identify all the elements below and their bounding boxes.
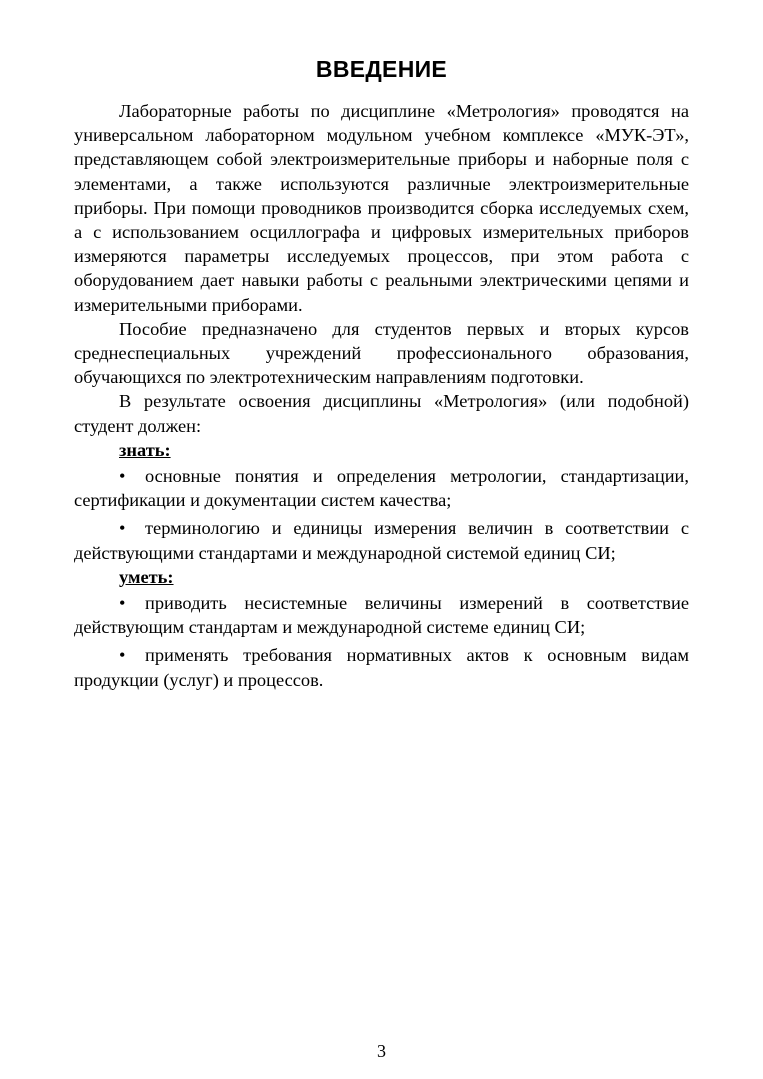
can-item-text: применять требования нормативных актов к основным видам продукции (услуг) и процессов. bbox=[74, 645, 689, 690]
can-item bbox=[74, 591, 689, 639]
can-item bbox=[74, 643, 689, 691]
know-heading: знать: bbox=[119, 439, 171, 460]
bullet-icon: • bbox=[119, 593, 126, 614]
bullet-icon: • bbox=[119, 645, 126, 666]
can-item-text: приводить несистемные величины измерений в соответствие действующим стандартам и международной системе единиц СИ; bbox=[74, 593, 689, 638]
audience-paragraph: Пособие предназначено для студентов первых и вторых курсов среднеспециальных учреждений профессионального образования, обучающихся по электротехническим направлениям подготовки. bbox=[74, 318, 689, 388]
know-item bbox=[74, 516, 689, 564]
document-body bbox=[74, 99, 689, 692]
page-title: ВВЕДЕНИЕ bbox=[315, 56, 448, 82]
page-number: 3 bbox=[377, 1041, 386, 1061]
outcome-paragraph: В результате освоения дисциплины «Метрология» (или подобной) студент должен: bbox=[74, 391, 689, 436]
intro-paragraph: Лабораторные работы по дисциплине «Метрология» проводятся на универсальном лабораторном модульном учебном комплексе «МУК-ЭТ», представляющем собой электроизмерительные приборы и наборные поля с элементами, а также используются различные электроизмерительные приборы. При помощи проводников производится сборка исследуемых схем, а с использованием осциллографа и цифровых измерительных приборов измеряются параметры исследуемых процессов, при этом работа с оборудованием дает навыки работы с реальными электрическими цепями и измерительными приборами. bbox=[74, 101, 689, 315]
know-item-text: терминологию и единицы измерения величин в соответствии с действующими стандартами и международной системой единиц СИ; bbox=[74, 518, 689, 563]
know-item bbox=[74, 464, 689, 512]
can-heading: уметь: bbox=[119, 566, 174, 587]
know-item-text: основные понятия и определения метрологии, стандартизации, сертификации и документации систем качества; bbox=[74, 466, 689, 511]
bullet-icon: • bbox=[119, 466, 126, 487]
bullet-icon: • bbox=[119, 518, 126, 539]
